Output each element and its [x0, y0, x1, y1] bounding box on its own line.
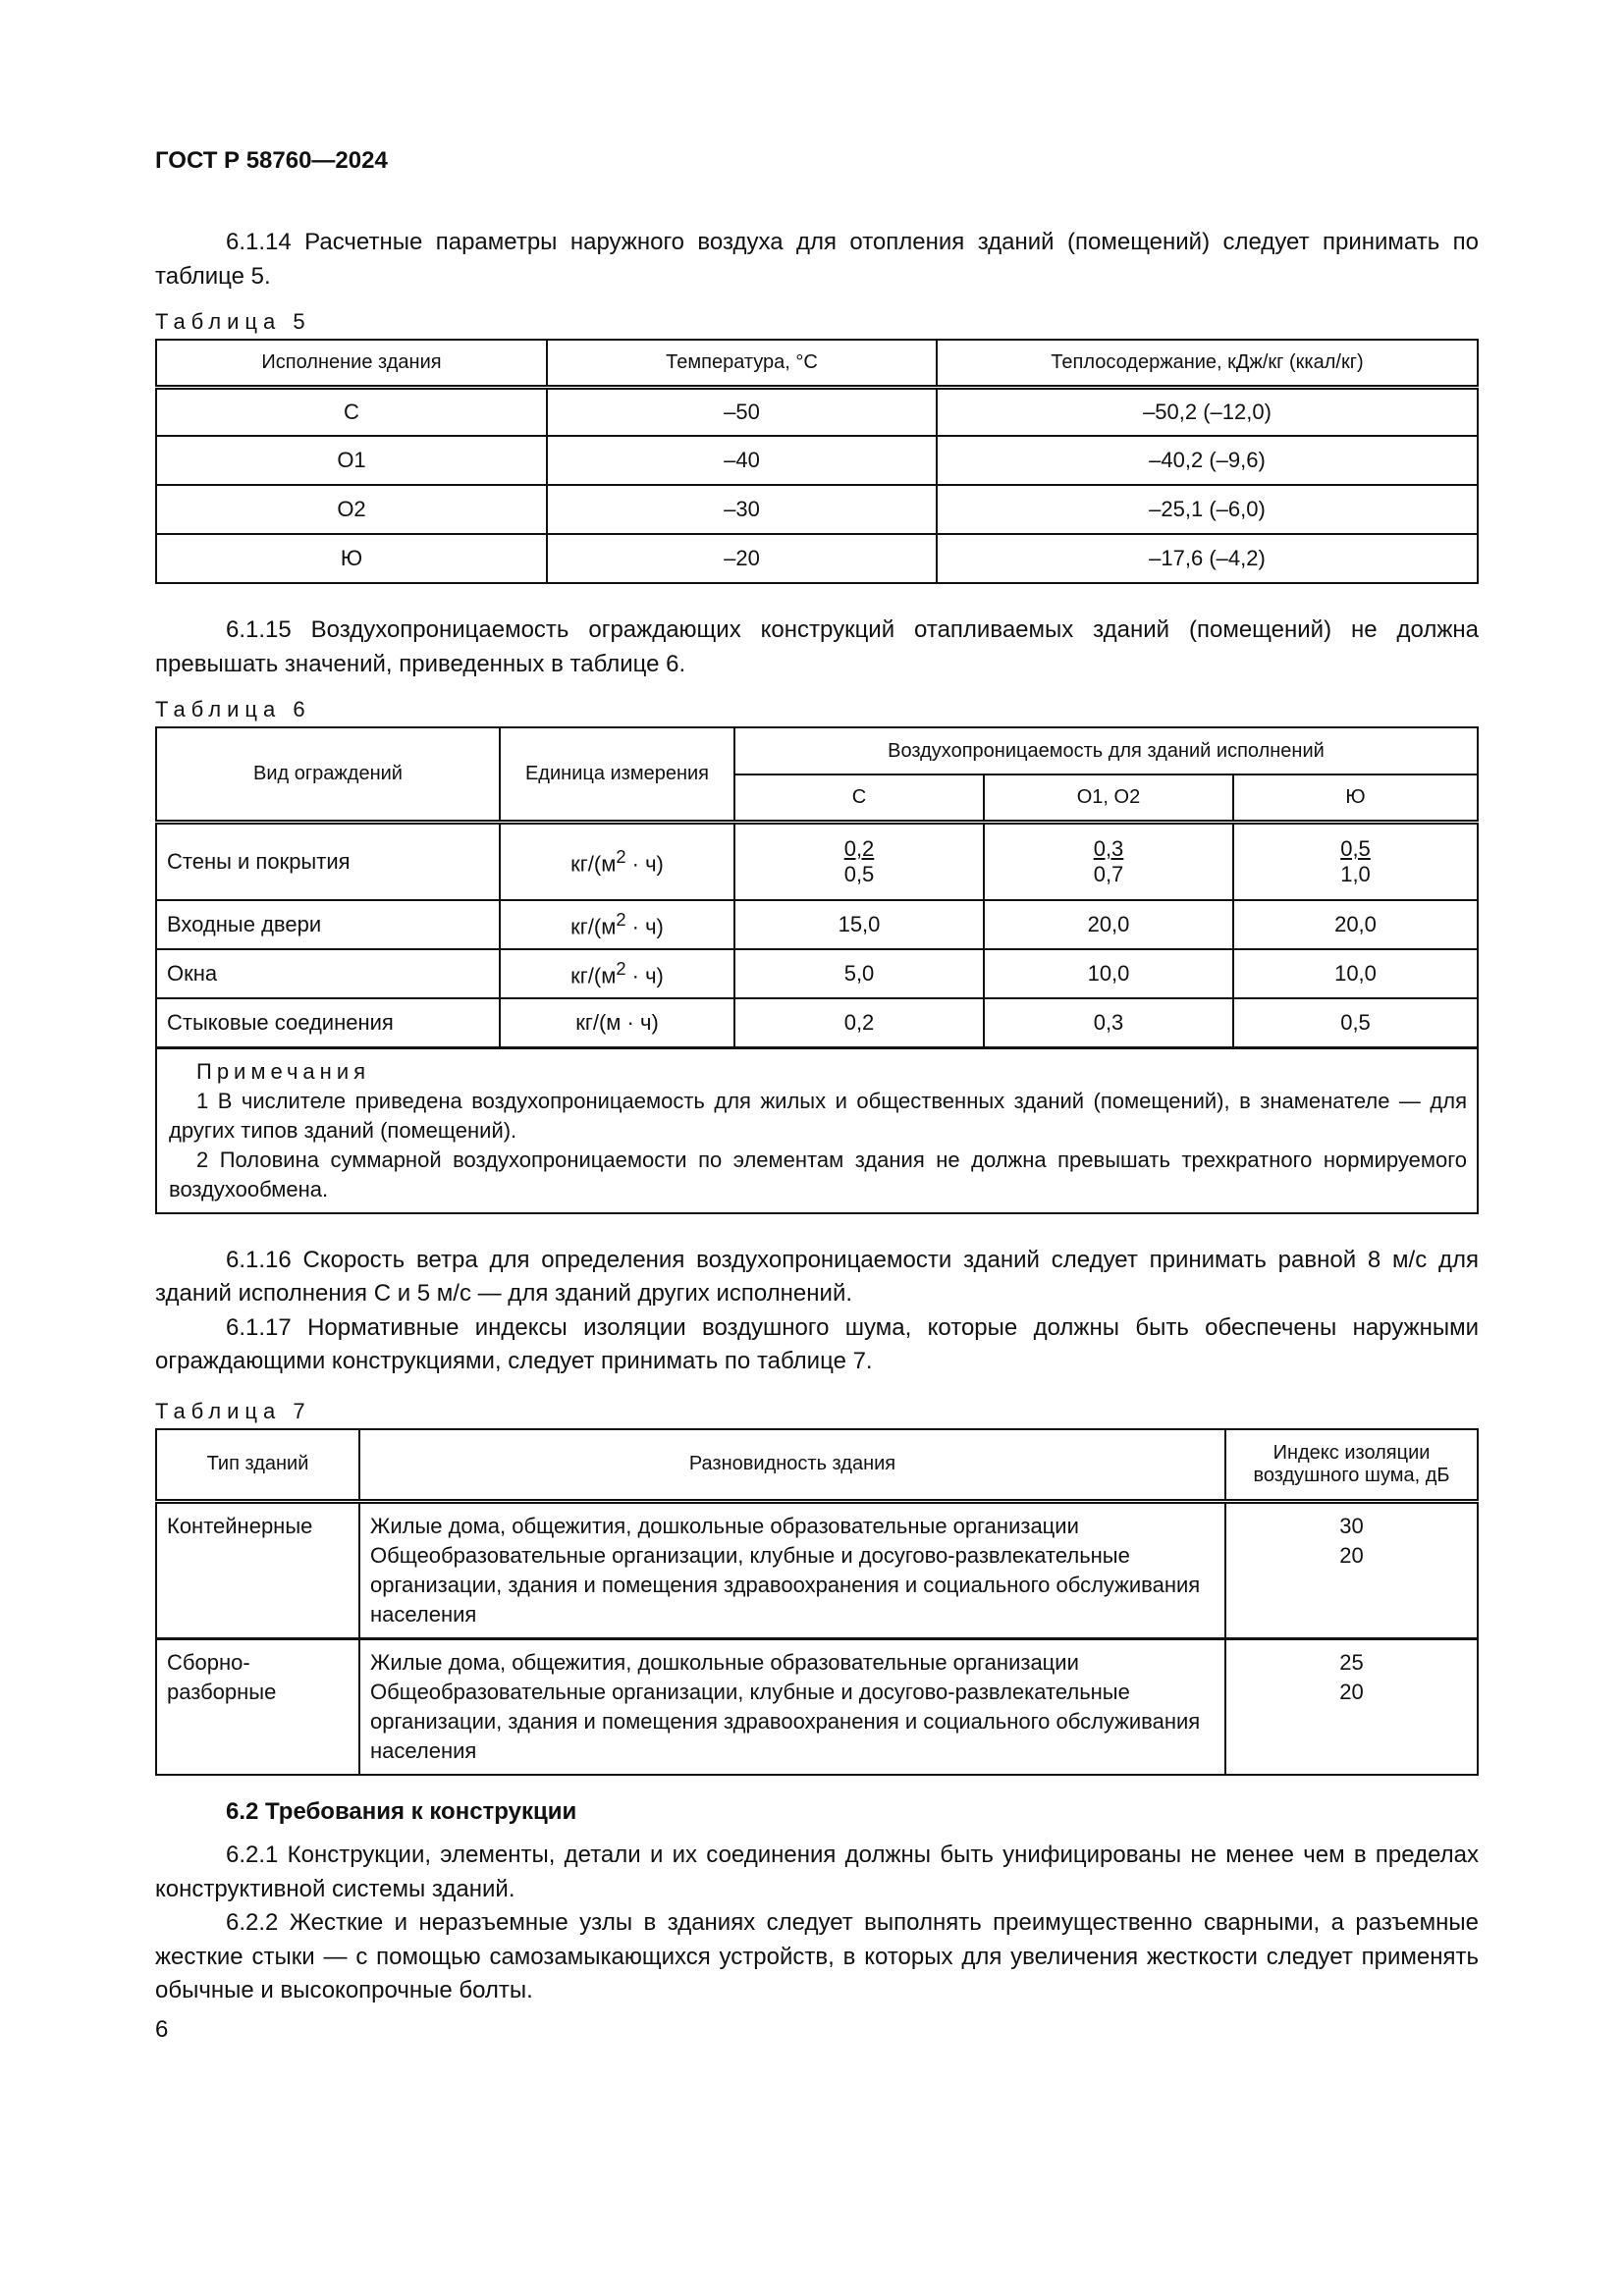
- unit-cell: $кг/(м^2 \cdot ч)$: [500, 900, 734, 949]
- document-header: ГОСТ Р 58760—2024: [155, 147, 388, 174]
- cell: Жилые дома, общежития, дошкольные образовательные организации Общеобразовательные организации, клубные и досугово-развлекательные организации, здания и помещения здравоохранения и социального обслуживания населения: [359, 1502, 1225, 1639]
- cell: Ю: [156, 534, 547, 583]
- cell: 5,0: [734, 949, 984, 998]
- paragraph-6-1-14: 6.1.14 Расчетные параметры наружного воздуха для отопления зданий (помещений) следует принимать по таблице 5.: [155, 229, 1479, 290]
- section-heading-6-2: 6.2 Требования к конструкции: [226, 1798, 577, 1825]
- table-7-caption: Таблица 7: [155, 1398, 311, 1423]
- table-row: [156, 436, 1478, 485]
- cell: 0,3: [984, 998, 1233, 1047]
- cell: –17,6 (–4,2): [937, 534, 1478, 583]
- cell: –20: [547, 534, 937, 583]
- paragraph-6-2-1: 6.2.1 Конструкции, элементы, детали и их соединения должны быть унифицированы не менее чем в пределах конструктивной системы зданий.: [155, 1842, 1479, 1902]
- cell: Стыковые соединения: [156, 998, 500, 1047]
- table-header: Разновидность здания: [359, 1429, 1225, 1502]
- paragraph-6-1-15: 6.1.15 Воздухопроницаемость ограждающих конструкций отапливаемых зданий (помещений) не должна превышать значений, приведенных в таблице 6.: [155, 616, 1479, 677]
- unit-cell: $кг/(м^2 \cdot ч)$: [500, 822, 734, 900]
- cell: 30 20: [1225, 1502, 1478, 1639]
- cell: О2: [156, 485, 547, 534]
- table-header: Теплосодержание, кДж/кг (ккал/кг): [937, 340, 1478, 387]
- paragraph-6-2-2: 6.2.2 Жесткие и неразъемные узлы в зданиях следует выполнять преимущественно сварными, а разъемные жесткие стыки — с помощью самозамыкающихся устройств, в которых для увеличения жесткости следует применять обычные и высокопрочные болты.: [155, 1909, 1479, 2003]
- table-row: [156, 1639, 1478, 1776]
- document-page: [155, 147, 1479, 2050]
- notes-title: Примечания: [196, 1058, 371, 1084]
- table-row: [156, 485, 1478, 534]
- cell: –30: [547, 485, 937, 534]
- cell: 20,0: [984, 900, 1233, 949]
- table-6-caption: Таблица 6: [155, 697, 311, 721]
- table-5: [155, 339, 1479, 584]
- cell: –50: [547, 387, 937, 436]
- table-row: [156, 949, 1478, 998]
- table-notes: [156, 1047, 1478, 1213]
- unit-cell: $кг/(м^2 \cdot ч)$: [500, 949, 734, 998]
- table-6: [155, 726, 1479, 1214]
- cell: 10,0: [984, 949, 1233, 998]
- table-header: Ю: [1233, 774, 1478, 822]
- cell: –25,1 (–6,0): [937, 485, 1478, 534]
- fraction-cell: 0,2 0,5: [734, 822, 984, 900]
- table-row: [156, 534, 1478, 583]
- cell: 10,0: [1233, 949, 1478, 998]
- cell: –50,2 (–12,0): [937, 387, 1478, 436]
- table-header: Единица измерения: [500, 727, 734, 822]
- cell: –40,2 (–9,6): [937, 436, 1478, 485]
- cell: Входные двери: [156, 900, 500, 949]
- table-header: С: [734, 774, 984, 822]
- table-row: [156, 900, 1478, 949]
- fraction-cell: 0,3 0,7: [984, 822, 1233, 900]
- note-2: 2 Половина суммарной воздухопроницаемости по элементам здания не должна превышать трехкратного нормируемого воздухообмена.: [169, 1147, 1467, 1201]
- table-header: Температура, °С: [547, 340, 937, 387]
- paragraph-6-1-17: 6.1.17 Нормативные индексы изоляции воздушного шума, которые должны быть обеспечены наружными ограждающими конструкциями, следует принимать по таблице 7.: [155, 1313, 1479, 1374]
- note-1: 1 В числителе приведена воздухопроницаемость для жилых и общественных зданий (помещений), в знаменателе — для других типов зданий (помещений).: [169, 1088, 1467, 1143]
- table-5-caption: Таблица 5: [155, 309, 311, 334]
- paragraph-6-1-16: 6.1.16 Скорость ветра для определения воздухопроницаемости зданий следует принимать равной 8 м/с для зданий исполнения С и 5 м/с — для зданий других исполнений.: [155, 1246, 1479, 1307]
- cell: Сборно-разборные: [156, 1639, 359, 1776]
- table-header: Вид ограждений: [156, 727, 500, 822]
- table-header: Исполнение здания: [156, 340, 547, 387]
- table-row: [156, 387, 1478, 436]
- table-header: Индекс изоляции воздушного шума, дБ: [1225, 1429, 1478, 1502]
- cell: 15,0: [734, 900, 984, 949]
- cell: 20,0: [1233, 900, 1478, 949]
- cell: –40: [547, 436, 937, 485]
- fraction-cell: 0,5 1,0: [1233, 822, 1478, 900]
- table-header: Тип зданий: [156, 1429, 359, 1502]
- cell: 0,2: [734, 998, 984, 1047]
- table-row: [156, 998, 1478, 1047]
- cell: С: [156, 387, 547, 436]
- cell: 0,5: [1233, 998, 1478, 1047]
- page-number: 6: [155, 2015, 169, 2043]
- cell: Окна: [156, 949, 500, 998]
- cell: Жилые дома, общежития, дошкольные образовательные организации Общеобразовательные организации, клубные и досугово-развлекательные организации, здания и помещения здравоохранения и социального обслуживания населения: [359, 1639, 1225, 1776]
- table-row: [156, 1502, 1478, 1639]
- cell: 25 20: [1225, 1639, 1478, 1776]
- unit-cell: кг/(м · ч): [500, 998, 734, 1047]
- table-7: [155, 1428, 1479, 1777]
- table-header: О1, О2: [984, 774, 1233, 822]
- table-row: [156, 822, 1478, 900]
- cell: Контейнерные: [156, 1502, 359, 1639]
- cell: Стены и покрытия: [156, 822, 500, 900]
- cell: О1: [156, 436, 547, 485]
- table-header: Воздухопроницаемость для зданий исполнений: [734, 727, 1478, 774]
